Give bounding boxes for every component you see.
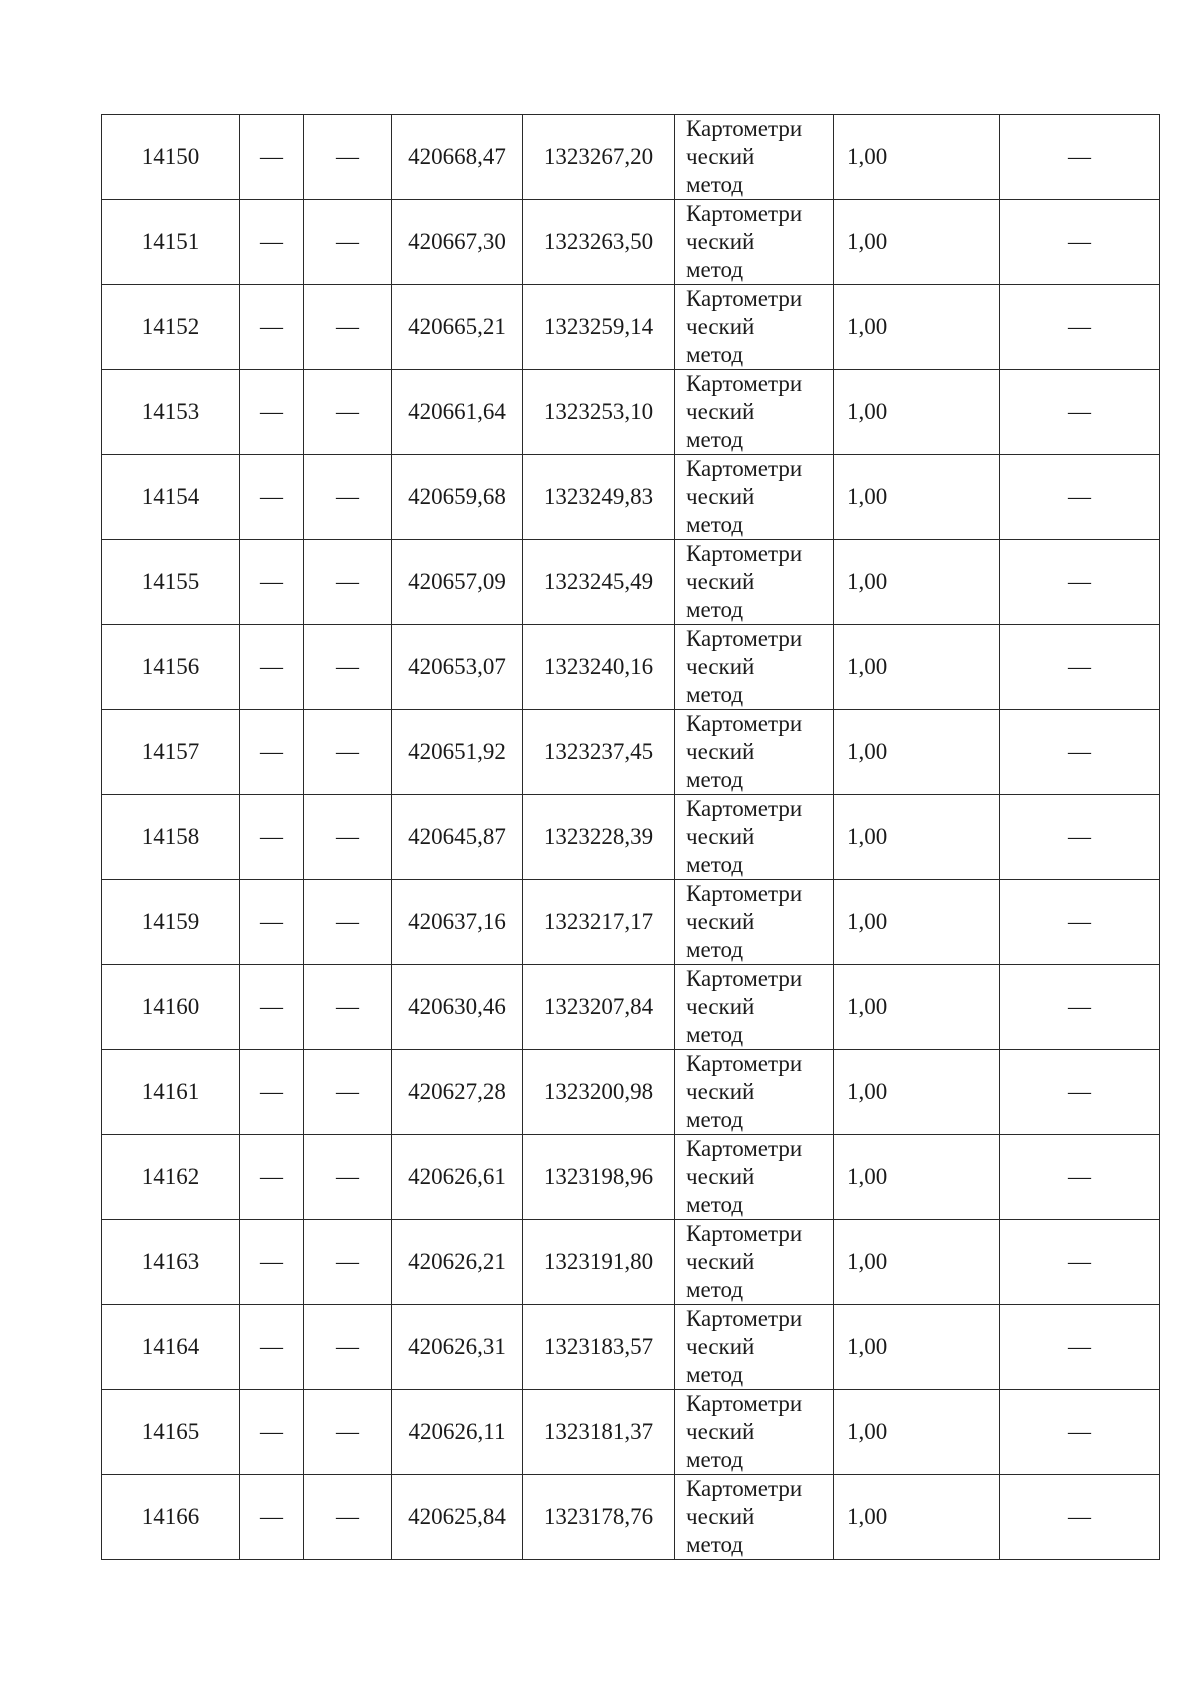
coordinate-x-cell: 420625,84	[392, 1475, 523, 1560]
empty-dash-cell: —	[1000, 625, 1160, 710]
empty-dash-cell: —	[304, 115, 392, 200]
empty-dash-cell: —	[1000, 285, 1160, 370]
empty-dash-cell: —	[304, 625, 392, 710]
method-cell	[675, 1220, 834, 1305]
empty-dash-cell: —	[240, 1220, 304, 1305]
method-cell	[675, 625, 834, 710]
method-cell	[675, 1050, 834, 1135]
empty-dash-cell: —	[304, 1135, 392, 1220]
method-text-line: метод	[686, 1362, 744, 1387]
empty-dash-cell: —	[240, 1135, 304, 1220]
empty-dash-cell: —	[304, 1390, 392, 1475]
empty-dash-cell: —	[1000, 1305, 1160, 1390]
method-text-line: ческий	[686, 1164, 755, 1189]
point-number-cell: 14160	[102, 965, 240, 1050]
coordinate-y-cell: 1323198,96	[523, 1135, 675, 1220]
table-row	[102, 1305, 1160, 1390]
empty-dash-cell: —	[240, 1050, 304, 1135]
table-row	[102, 710, 1160, 795]
point-number-cell: 14152	[102, 285, 240, 370]
coordinate-x-cell: 420661,64	[392, 370, 523, 455]
coordinate-y-cell: 1323240,16	[523, 625, 675, 710]
coordinate-y-cell: 1323181,37	[523, 1390, 675, 1475]
empty-dash-cell: —	[304, 1050, 392, 1135]
method-cell	[675, 1475, 834, 1560]
coordinate-x-cell: 420653,07	[392, 625, 523, 710]
method-text-line: ческий	[686, 569, 755, 594]
accuracy-cell: 1,00	[834, 1475, 1000, 1560]
method-text-line: ческий	[686, 399, 755, 424]
point-number-cell: 14155	[102, 540, 240, 625]
empty-dash-cell: —	[1000, 1390, 1160, 1475]
point-number-cell: 14163	[102, 1220, 240, 1305]
accuracy-cell: 1,00	[834, 540, 1000, 625]
point-number-cell: 14164	[102, 1305, 240, 1390]
coordinate-y-cell: 1323207,84	[523, 965, 675, 1050]
method-text-line: Картометри	[686, 796, 803, 821]
empty-dash-cell: —	[304, 200, 392, 285]
coordinate-x-cell: 420665,21	[392, 285, 523, 370]
coordinate-y-cell: 1323245,49	[523, 540, 675, 625]
point-number-cell: 14162	[102, 1135, 240, 1220]
point-number-cell: 14156	[102, 625, 240, 710]
empty-dash-cell: —	[240, 625, 304, 710]
empty-dash-cell: —	[1000, 1050, 1160, 1135]
table-body	[102, 115, 1160, 1560]
table-row	[102, 880, 1160, 965]
point-number-cell: 14153	[102, 370, 240, 455]
coordinate-x-cell: 420657,09	[392, 540, 523, 625]
method-cell	[675, 285, 834, 370]
empty-dash-cell: —	[1000, 1220, 1160, 1305]
method-text-line: ческий	[686, 1334, 755, 1359]
coordinate-x-cell: 420627,28	[392, 1050, 523, 1135]
method-cell	[675, 965, 834, 1050]
accuracy-cell: 1,00	[834, 1050, 1000, 1135]
coordinate-y-cell: 1323191,80	[523, 1220, 675, 1305]
empty-dash-cell: —	[240, 200, 304, 285]
coordinate-y-cell: 1323183,57	[523, 1305, 675, 1390]
accuracy-cell: 1,00	[834, 455, 1000, 540]
empty-dash-cell: —	[240, 455, 304, 540]
method-text-line: метод	[686, 257, 744, 282]
coordinate-x-cell: 420626,11	[392, 1390, 523, 1475]
accuracy-cell: 1,00	[834, 710, 1000, 795]
coordinate-y-cell: 1323237,45	[523, 710, 675, 795]
method-text-line: метод	[686, 767, 744, 792]
coordinate-x-cell: 420645,87	[392, 795, 523, 880]
coordinate-y-cell: 1323267,20	[523, 115, 675, 200]
method-cell	[675, 880, 834, 965]
method-text-line: ческий	[686, 1504, 755, 1529]
accuracy-cell: 1,00	[834, 285, 1000, 370]
method-text-line: Картометри	[686, 371, 803, 396]
method-text-line: Картометри	[686, 881, 803, 906]
coordinate-x-cell: 420667,30	[392, 200, 523, 285]
method-text-line: Картометри	[686, 1391, 803, 1416]
method-cell	[675, 115, 834, 200]
method-text-line: метод	[686, 682, 744, 707]
point-number-cell: 14166	[102, 1475, 240, 1560]
accuracy-cell: 1,00	[834, 965, 1000, 1050]
method-text-line: Картометри	[686, 626, 803, 651]
method-text-line: метод	[686, 1192, 744, 1217]
method-text-line: Картометри	[686, 541, 803, 566]
empty-dash-cell: —	[1000, 200, 1160, 285]
accuracy-cell: 1,00	[834, 625, 1000, 710]
accuracy-cell: 1,00	[834, 115, 1000, 200]
method-text-line: Картометри	[686, 456, 803, 481]
table-row	[102, 1475, 1160, 1560]
empty-dash-cell: —	[1000, 965, 1160, 1050]
empty-dash-cell: —	[304, 1305, 392, 1390]
empty-dash-cell: —	[240, 965, 304, 1050]
method-text-line: Картометри	[686, 1476, 803, 1501]
empty-dash-cell: —	[304, 370, 392, 455]
method-text-line: метод	[686, 1447, 744, 1472]
method-text-line: Картометри	[686, 286, 803, 311]
empty-dash-cell: —	[240, 710, 304, 795]
empty-dash-cell: —	[1000, 370, 1160, 455]
coordinate-y-cell: 1323259,14	[523, 285, 675, 370]
empty-dash-cell: —	[1000, 540, 1160, 625]
accuracy-cell: 1,00	[834, 1305, 1000, 1390]
method-text-line: метод	[686, 852, 744, 877]
empty-dash-cell: —	[304, 540, 392, 625]
method-text-line: ческий	[686, 314, 755, 339]
table-row	[102, 200, 1160, 285]
table-row	[102, 1220, 1160, 1305]
accuracy-cell: 1,00	[834, 1390, 1000, 1475]
method-text-line: метод	[686, 1532, 744, 1557]
method-text-line: Картометри	[686, 201, 803, 226]
method-text-line: ческий	[686, 484, 755, 509]
coordinate-x-cell: 420626,31	[392, 1305, 523, 1390]
point-number-cell: 14151	[102, 200, 240, 285]
table-row	[102, 1050, 1160, 1135]
method-text-line: метод	[686, 1277, 744, 1302]
method-text-line: метод	[686, 597, 744, 622]
method-text-line: Картометри	[686, 966, 803, 991]
empty-dash-cell: —	[240, 540, 304, 625]
method-text-line: ческий	[686, 824, 755, 849]
method-text-line: Картометри	[686, 711, 803, 736]
coordinate-x-cell: 420637,16	[392, 880, 523, 965]
empty-dash-cell: —	[1000, 455, 1160, 540]
method-text-line: Картометри	[686, 1306, 803, 1331]
empty-dash-cell: —	[240, 370, 304, 455]
table-row	[102, 285, 1160, 370]
empty-dash-cell: —	[240, 1305, 304, 1390]
coordinate-y-cell: 1323228,39	[523, 795, 675, 880]
empty-dash-cell: —	[304, 710, 392, 795]
coordinate-y-cell: 1323263,50	[523, 200, 675, 285]
table-row	[102, 1390, 1160, 1475]
table-row	[102, 965, 1160, 1050]
method-text-line: ческий	[686, 654, 755, 679]
empty-dash-cell: —	[1000, 795, 1160, 880]
empty-dash-cell: —	[304, 455, 392, 540]
accuracy-cell: 1,00	[834, 370, 1000, 455]
empty-dash-cell: —	[240, 880, 304, 965]
method-text-line: ческий	[686, 1249, 755, 1274]
table-row	[102, 1135, 1160, 1220]
point-number-cell: 14165	[102, 1390, 240, 1475]
table-row	[102, 455, 1160, 540]
method-text-line: Картометри	[686, 1136, 803, 1161]
method-text-line: метод	[686, 172, 744, 197]
method-cell	[675, 455, 834, 540]
coordinate-x-cell: 420626,61	[392, 1135, 523, 1220]
method-text-line: метод	[686, 1107, 744, 1132]
table-row	[102, 115, 1160, 200]
point-number-cell: 14150	[102, 115, 240, 200]
empty-dash-cell: —	[1000, 115, 1160, 200]
method-text-line: метод	[686, 512, 744, 537]
method-cell	[675, 200, 834, 285]
coordinates-table	[101, 114, 1160, 1560]
table-row	[102, 795, 1160, 880]
empty-dash-cell: —	[240, 1475, 304, 1560]
empty-dash-cell: —	[240, 115, 304, 200]
accuracy-cell: 1,00	[834, 200, 1000, 285]
coordinate-x-cell: 420651,92	[392, 710, 523, 795]
method-cell	[675, 1390, 834, 1475]
method-cell	[675, 540, 834, 625]
method-cell	[675, 795, 834, 880]
empty-dash-cell: —	[304, 285, 392, 370]
accuracy-cell: 1,00	[834, 1135, 1000, 1220]
empty-dash-cell: —	[1000, 1135, 1160, 1220]
method-text-line: метод	[686, 937, 744, 962]
empty-dash-cell: —	[304, 1220, 392, 1305]
method-text-line: ческий	[686, 1079, 755, 1104]
method-cell	[675, 1135, 834, 1220]
empty-dash-cell: —	[304, 795, 392, 880]
coordinate-x-cell: 420668,47	[392, 115, 523, 200]
method-text-line: ческий	[686, 909, 755, 934]
empty-dash-cell: —	[304, 1475, 392, 1560]
method-text-line: ческий	[686, 994, 755, 1019]
empty-dash-cell: —	[240, 1390, 304, 1475]
coordinate-x-cell: 420630,46	[392, 965, 523, 1050]
method-cell	[675, 710, 834, 795]
point-number-cell: 14154	[102, 455, 240, 540]
method-cell	[675, 1305, 834, 1390]
table-row	[102, 540, 1160, 625]
method-text-line: Картометри	[686, 1051, 803, 1076]
coordinate-y-cell: 1323178,76	[523, 1475, 675, 1560]
empty-dash-cell: —	[240, 795, 304, 880]
method-text-line: ческий	[686, 1419, 755, 1444]
empty-dash-cell: —	[1000, 1475, 1160, 1560]
accuracy-cell: 1,00	[834, 795, 1000, 880]
table-row	[102, 625, 1160, 710]
method-text-line: Картометри	[686, 116, 803, 141]
method-text-line: метод	[686, 342, 744, 367]
method-text-line: ческий	[686, 739, 755, 764]
empty-dash-cell: —	[304, 965, 392, 1050]
point-number-cell: 14158	[102, 795, 240, 880]
empty-dash-cell: —	[240, 285, 304, 370]
method-text-line: метод	[686, 1022, 744, 1047]
empty-dash-cell: —	[304, 880, 392, 965]
table-row	[102, 370, 1160, 455]
method-text-line: ческий	[686, 229, 755, 254]
method-cell	[675, 370, 834, 455]
point-number-cell: 14157	[102, 710, 240, 795]
method-text-line: ческий	[686, 144, 755, 169]
point-number-cell: 14161	[102, 1050, 240, 1135]
coordinate-y-cell: 1323249,83	[523, 455, 675, 540]
point-number-cell: 14159	[102, 880, 240, 965]
coordinate-y-cell: 1323200,98	[523, 1050, 675, 1135]
method-text-line: метод	[686, 427, 744, 452]
coordinate-x-cell: 420659,68	[392, 455, 523, 540]
empty-dash-cell: —	[1000, 880, 1160, 965]
coordinate-y-cell: 1323217,17	[523, 880, 675, 965]
coordinate-x-cell: 420626,21	[392, 1220, 523, 1305]
accuracy-cell: 1,00	[834, 880, 1000, 965]
accuracy-cell: 1,00	[834, 1220, 1000, 1305]
empty-dash-cell: —	[1000, 710, 1160, 795]
coordinate-y-cell: 1323253,10	[523, 370, 675, 455]
method-text-line: Картометри	[686, 1221, 803, 1246]
